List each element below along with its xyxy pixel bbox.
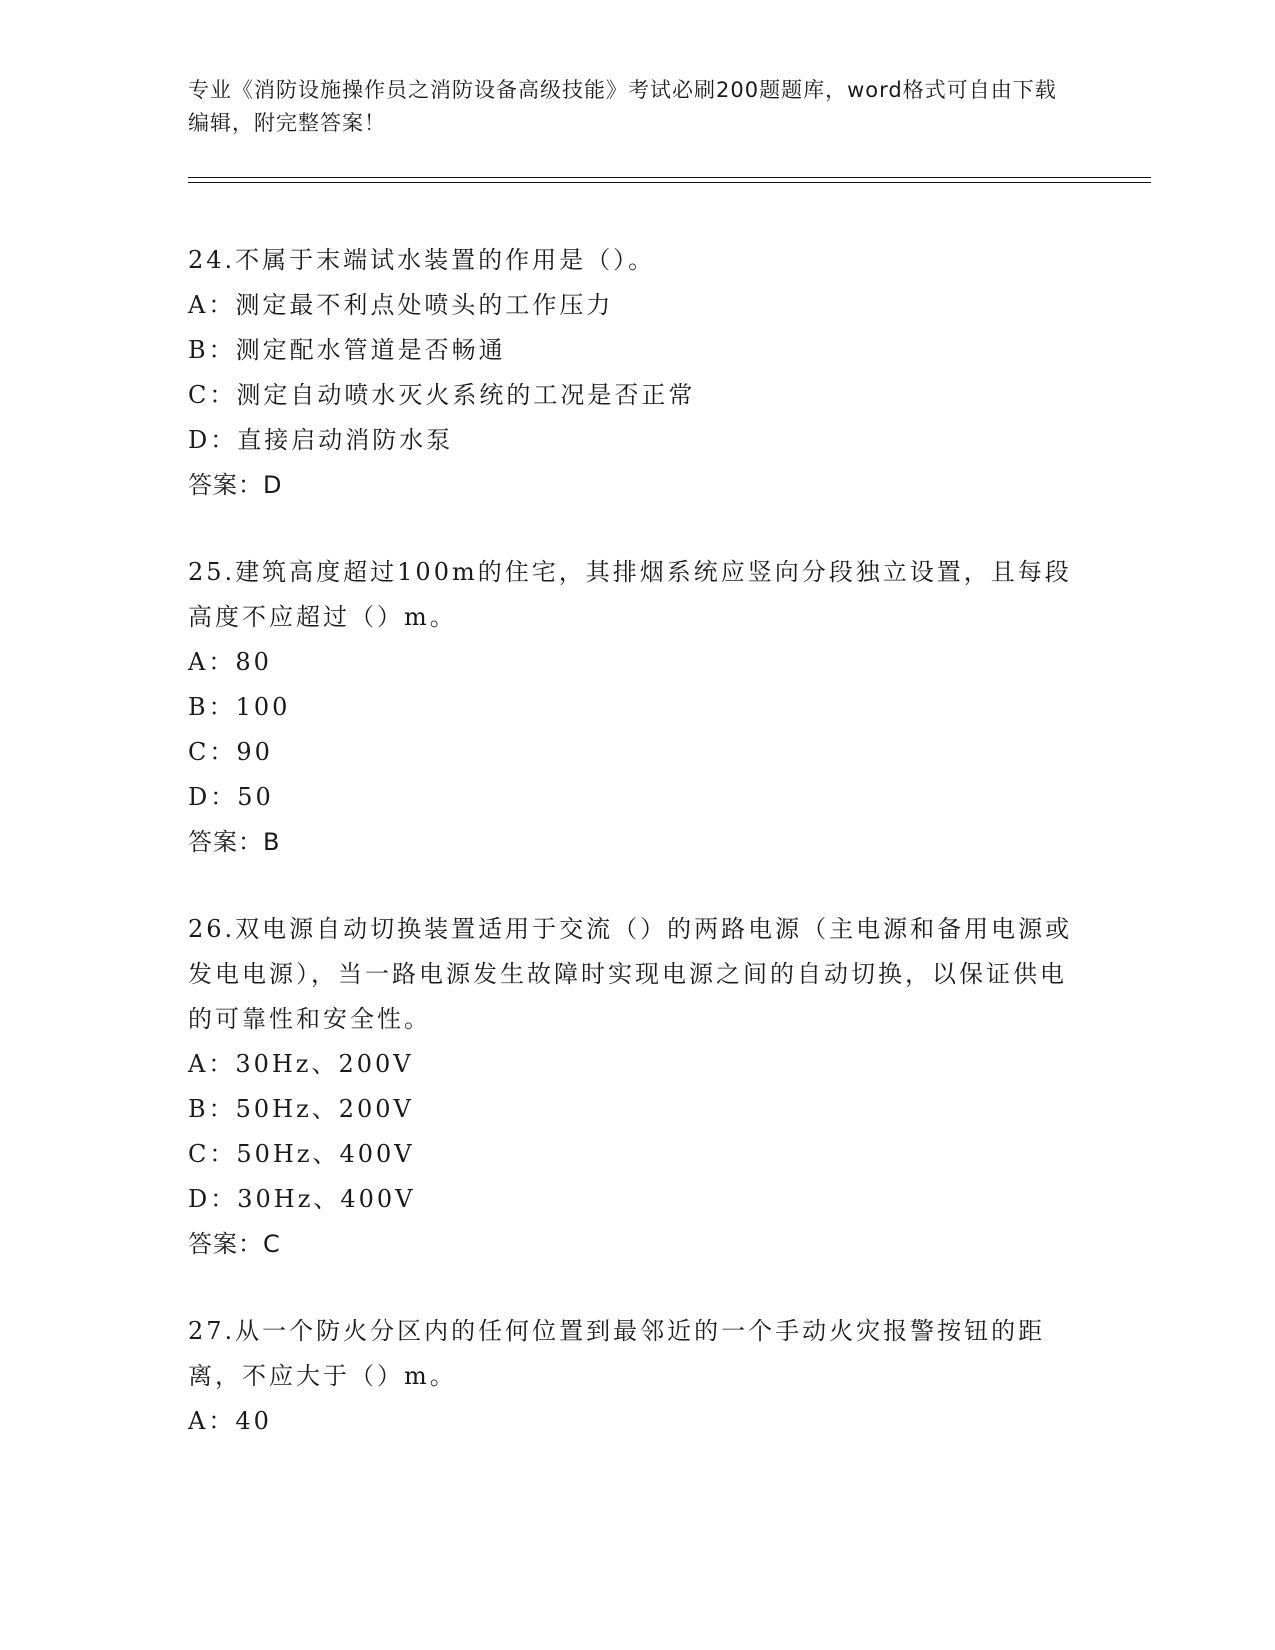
answer-line: 答案：D xyxy=(188,471,283,499)
option-c: C：测定自动喷水灭火系统的工况是否正常 xyxy=(188,381,696,409)
question-27 xyxy=(188,1309,1088,1444)
option-a: A：80 xyxy=(188,648,272,676)
option-a: A：测定最不利点处喷头的工作压力 xyxy=(188,291,614,319)
question-stem: 25.建筑高度超过100m的住宅，其排烟系统应竖向分段独立设置，且每段高度不应超过（）m。 xyxy=(188,558,1072,631)
option-d: D：30Hz、400V xyxy=(188,1185,416,1213)
option-d: D：直接启动消防水泵 xyxy=(188,426,454,454)
header-divider-bottom xyxy=(188,182,1151,183)
option-c: C：50Hz、400V xyxy=(188,1140,415,1168)
answer-line: 答案：B xyxy=(188,828,281,856)
document-header xyxy=(188,74,1068,140)
question-24 xyxy=(188,238,1088,508)
header-text: 专业《消防设施操作员之消防设备高级技能》考试必刷200题题库，word格式可自由下载编辑，附完整答案！ xyxy=(188,78,1057,135)
option-b: B：50Hz、200V xyxy=(188,1095,414,1123)
option-a: A：40 xyxy=(188,1407,272,1435)
option-b: B：测定配水管道是否畅通 xyxy=(188,336,506,364)
question-list xyxy=(188,238,1088,1486)
question-26 xyxy=(188,907,1088,1267)
question-stem: 24.不属于末端试水装置的作用是（）。 xyxy=(188,246,656,274)
option-a: A：30Hz、200V xyxy=(188,1050,414,1078)
option-c: C：90 xyxy=(188,738,273,766)
option-d: D：50 xyxy=(188,783,274,811)
question-stem: 26.双电源自动切换装置适用于交流（）的两路电源（主电源和备用电源或发电电源），当一路电源发生故障时实现电源之间的自动切换，以保证供电的可靠性和安全性。 xyxy=(188,915,1073,1033)
header-divider-top xyxy=(188,177,1151,178)
answer-line: 答案：C xyxy=(188,1230,281,1258)
question-stem: 27.从一个防火分区内的任何位置到最邻近的一个手动火灾报警按钮的距离，不应大于（）m。 xyxy=(188,1317,1046,1390)
question-25 xyxy=(188,550,1088,865)
option-b: B：100 xyxy=(188,693,291,721)
